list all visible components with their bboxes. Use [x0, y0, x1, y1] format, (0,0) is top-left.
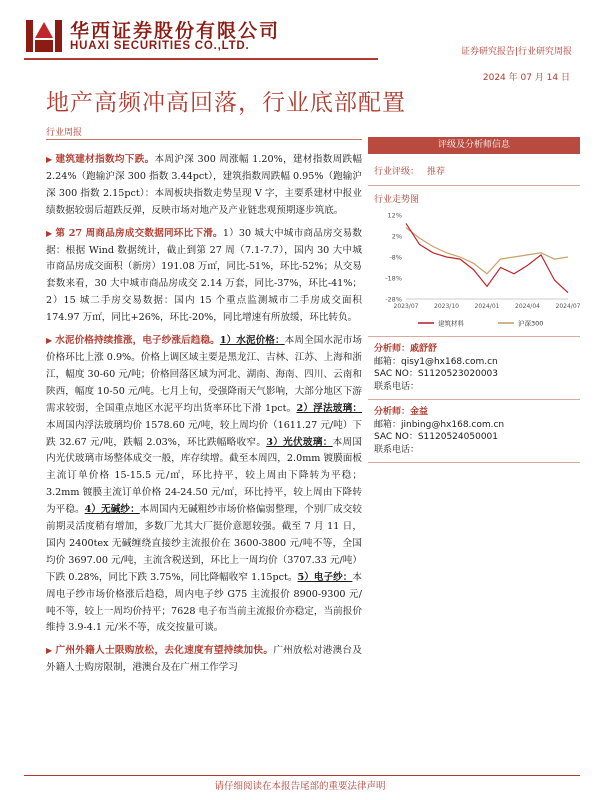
y-tick-label: -18%	[385, 274, 402, 283]
x-tick-label: 2023/10	[434, 303, 459, 310]
section-divider	[46, 139, 362, 140]
paragraph-lead: 水泥价格持续推涨，电子纱涨后趋稳。	[55, 335, 220, 347]
rating-value: 推荐	[427, 167, 446, 177]
analyst-name: 分析师：金益	[374, 407, 429, 417]
y-tick-label: 12%	[387, 211, 402, 220]
x-tick-label: 2023/07	[393, 303, 419, 310]
y-tick-label: -28%	[385, 295, 402, 304]
footer-divider	[24, 775, 580, 776]
analyst-phone: 联系电话：	[374, 381, 420, 392]
brand-name-cn: 华西证券股份有限公司	[70, 20, 281, 42]
series-line	[406, 223, 568, 292]
paragraph-text: 广州放松对港澳台及外籍人士购房限制，港澳台及在广州工作学习	[46, 645, 363, 674]
section-label: 行业周报	[46, 128, 83, 138]
report-date: 2024 年 07 月 14 日	[482, 73, 570, 83]
paragraph-materials-prices	[46, 333, 362, 637]
x-tick-label: 2024/04	[515, 303, 540, 310]
x-tick-label: 2024/01	[474, 303, 500, 310]
paragraph-text: 本周电子纱市场价格涨后趋稳，周内电子纱 G75 主流报价 8900-9300 元/吨不等，较上一周均价持平；7628 电子布当前主流报价亦稳定，当前报价维持 3.9-4.1 元/米不等，成交按量可谈。	[46, 571, 362, 634]
rating-label: 行业评级：	[374, 167, 420, 177]
paragraph-lead: 建筑建材指数均下跌。	[55, 154, 155, 165]
paragraph-text: 本周国内浮法玻璃均价 1578.60 元/吨，较上周均价（1611.27 元/吨）下跌 32.67 元/吨，跌幅 2.03%，环比跌幅略收窄。	[46, 419, 362, 448]
y-tick-label: 2%	[391, 232, 402, 241]
subheading-electronic-yarn: 5）电子纱：	[297, 571, 353, 583]
industry-trend-chart	[368, 207, 580, 337]
huaxi-logo-icon	[26, 18, 62, 54]
analyst-email: 邮箱：jinbing@hx168.com.cn	[374, 419, 505, 430]
bullet-arrow-icon: ▶	[46, 336, 53, 346]
brand-name-en: HUAXI SECURITIES CO.,LTD.	[70, 40, 250, 52]
subheading-float-glass: 2）浮法玻璃：	[296, 402, 362, 414]
legend-label: 建筑材料	[438, 319, 464, 328]
panel-heading: 评级及分析师信息	[368, 137, 580, 154]
report-title: 地产高频冲高回落，行业底部配置	[46, 90, 406, 116]
x-tick-label: 2024/07	[555, 303, 580, 310]
paragraph-text: 本周国内光伏玻璃市场整体成交一般，库存续增。截至本周四，2.0mm 镀膜面板主流订单价格 15-15.5 元/㎡，环比持平，较上周由下降转为平稳；3.2mm 镀膜主流订单价格 24-24.50 元/㎡，环比持平，较上周由下降转为平稳。	[46, 436, 363, 516]
bullet-arrow-icon: ▶	[46, 646, 53, 656]
legal-notice-footer: 请仔细阅读在本报告尾部的重要法律声明	[214, 781, 386, 792]
paragraph-index	[46, 152, 362, 220]
bullet-arrow-icon: ▶	[46, 155, 53, 164]
paragraph-text: 本周国内无碱粗纱市场价格偏弱整理，个别厂成交较前期灵活度稍有增加，多数厂尤其大厂挺价意愿较强。截至 7 月 11 日，国内 2400tex 无碱缠绕直接纱主流报价在 3600-3800 元/吨不等，全国均价 3697.00 元/吨，主流含税送到，环比上一周均价（3707.33 元/吨）下跌 0.28%，同比下跌 3.75%，同比降幅收窄 1.15pct。	[46, 504, 362, 583]
analyst-card	[368, 337, 580, 400]
rating-analyst-panel	[368, 137, 580, 463]
header-divider	[24, 58, 378, 60]
report-type-tags: 证券研究报告|行业研究周报	[460, 47, 572, 57]
analyst-phone: 联系电话：	[374, 444, 420, 455]
industry-rating	[368, 154, 580, 186]
paragraph-guangzhou-policy	[46, 643, 362, 677]
analyst-name: 分析师：戚舒舒	[374, 344, 438, 354]
paragraph-text: 1）30 城大中城市商品房交易数据：根据 Wind 数据统计，截止到第 27 周（7.1-7.7），国内 30 大中城市商品房成交面积（新房）191.08 万㎡，同比-51%，环比-52%；从交易套数来看，30 大中城市商品房成交 2.14 万套，同比-37%，环比-41%；2）15 城二手房交易数据：国内 15 个重点监测城市二手房成交面积 174.97 万㎡，同比+26%，环比-20%，同比增速有所放缓，环比转负。	[46, 227, 362, 324]
analyst-email: 邮箱：qisy1@hx168.com.cn	[374, 356, 498, 367]
paragraph-text: 本周全国水泥市场价格环比上涨 0.9%。价格上调区域主要是黑龙江、吉林、江苏、上海和浙江，幅度 30-60 元/吨；价格回落区域为河北、湖南、海南、四川、云南和陕西，幅度 10-50 元/吨。七月上旬，受强降雨天气影响，大部分地区下游需求较弱，全国重点地区水泥平均出货率环比下滑 1pct。	[46, 335, 363, 414]
analyst-sac: SAC NO：S1120523020003	[374, 369, 498, 379]
paragraph-text: 本周沪深 300 周涨幅 1.20%，建材指数周跌幅 2.24%（跑输沪深 300 指数 3.44pct），建筑指数周跌幅 0.95%（跑输沪深 300 指数 2.15pct）：本周板块指数走势呈现 V 字，主要系建材中报业绩数据较弱后超跌反弹，反映市场对地产及产业链悲观预期逐步筑底。	[46, 154, 362, 216]
trend-chart-label: 行业走势图	[374, 195, 420, 205]
trend-chart-svg	[368, 207, 580, 337]
y-tick-label: -8%	[389, 253, 402, 262]
paragraph-lead: 第 27 周商品房成交数据同环比下滑。	[55, 227, 223, 239]
paragraph-housing-sales	[46, 226, 362, 327]
report-body	[46, 152, 362, 683]
analyst-sac: SAC NO：S1120524050001	[374, 432, 498, 442]
paragraph-lead: 广州外籍人士限购放松，去化速度有望持续加快。	[55, 645, 274, 657]
subheading-pv-glass: 3）光伏玻璃：	[266, 436, 333, 448]
subheading-fiberglass: 4）无碱纱：	[84, 504, 140, 516]
legend-label: 沪深300	[518, 319, 544, 328]
analyst-card	[368, 400, 580, 463]
bullet-arrow-icon: ▶	[46, 228, 53, 238]
subheading-cement: 1）水泥价格：	[219, 335, 285, 347]
